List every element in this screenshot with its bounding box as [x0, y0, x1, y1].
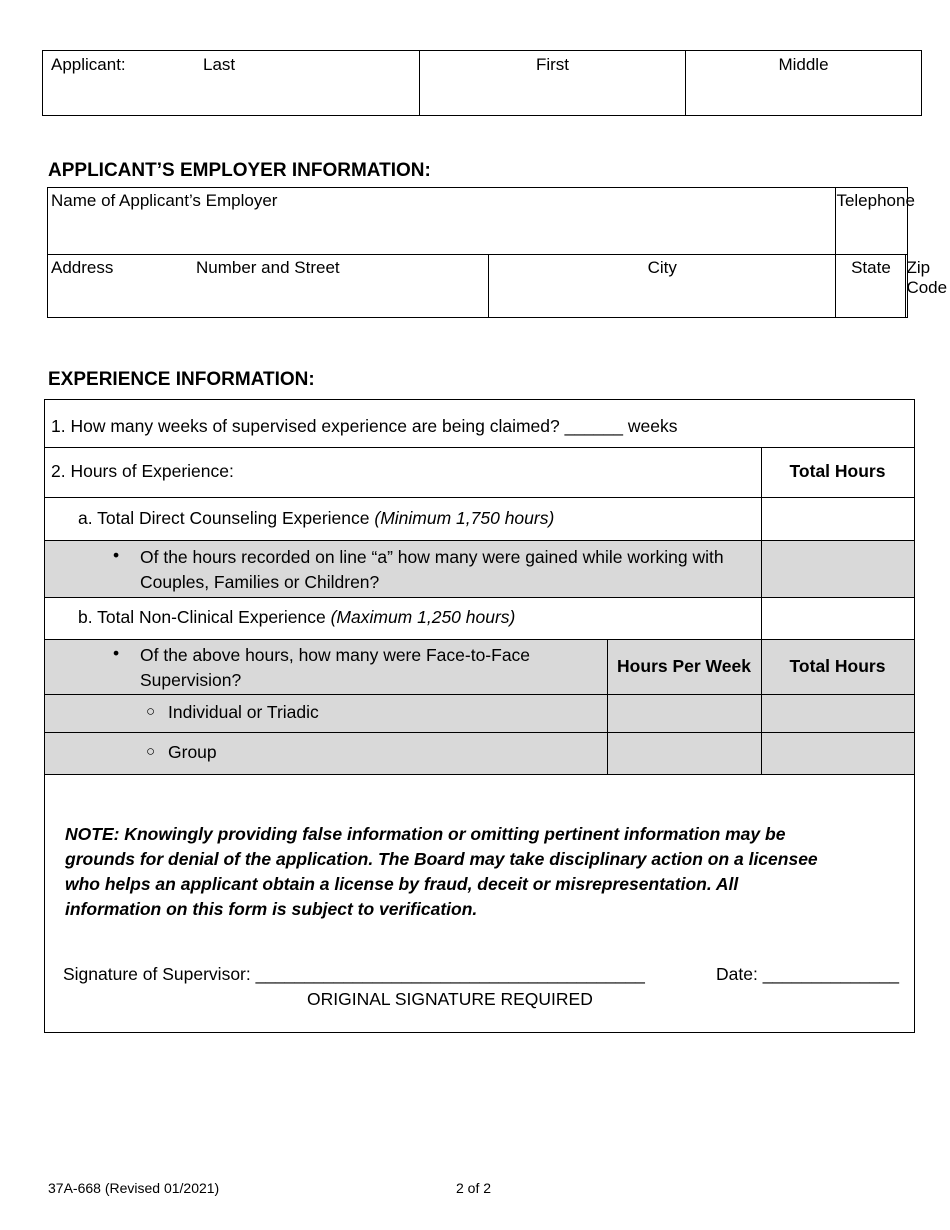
group-row: [45, 733, 914, 775]
disclaimer-note: NOTE: Knowingly providing false information or omitting pertinent information may be grounds for denial of the application. The Board may take disciplinary action on a licensee who helps an applicant obtain a license by fraud, deceit or misrepresentation. All information on this form is subject to verification.: [65, 824, 818, 919]
applicant-first-field[interactable]: [420, 51, 686, 116]
applicant-last-field[interactable]: [43, 51, 420, 116]
applicant-middle-field[interactable]: [686, 51, 922, 116]
street-label: Number and Street: [196, 258, 340, 277]
bullet-icon: •: [113, 545, 120, 565]
weeks-question: 1. How many weeks of supervised experience are being claimed? ______ weeks: [51, 416, 678, 436]
total-hours-header: Total Hours: [789, 461, 886, 481]
face-to-face-row: [45, 640, 914, 695]
individual-label: Individual or Triadic: [168, 702, 319, 722]
employer-name-field[interactable]: [48, 188, 836, 255]
direct-counseling-label: a. Total Direct Counseling Experience (Minimum 1,750 hours): [78, 508, 555, 528]
applicant-name-table: [42, 50, 922, 116]
middle-name-label: Middle: [778, 55, 829, 74]
direct-counseling-minimum: (Minimum 1,750 hours): [374, 508, 555, 528]
zip-label: Zip Code: [906, 258, 948, 297]
last-name-label: Last: [203, 55, 236, 74]
face-to-face-label: Of the above hours, how many were Face-to-Face Supervision?: [140, 645, 531, 690]
total-hours-header-2: Total Hours: [789, 656, 886, 676]
weeks-row: [45, 400, 914, 448]
group-total-input[interactable]: [762, 733, 914, 774]
individual-row: [45, 695, 914, 733]
couples-families-total-input[interactable]: [762, 541, 914, 597]
employer-name-label: Name of Applicant’s Employer: [51, 191, 278, 210]
employer-city-field[interactable]: [489, 255, 836, 318]
hours-per-week-header: Hours Per Week: [617, 656, 751, 676]
experience-box: [44, 399, 915, 1033]
bullet-icon: •: [113, 643, 120, 663]
non-clinical-label: b. Total Non-Clinical Experience (Maximum 1,250 hours): [78, 607, 516, 627]
supervisor-signature-field[interactable]: Signature of Supervisor: ________________________________________: [63, 964, 645, 984]
hours-question: 2. Hours of Experience:: [51, 461, 234, 481]
form-id: 37A-668 (Revised 01/2021): [48, 1180, 220, 1196]
individual-total-input[interactable]: [762, 695, 914, 732]
couples-families-label: Of the hours recorded on line “a” how many were gained while working with Couples, Families or Children?: [140, 547, 724, 592]
non-clinical-maximum: (Maximum 1,250 hours): [330, 607, 516, 627]
group-hours-per-week-input[interactable]: [608, 733, 761, 774]
page-number: 2 of 2: [456, 1180, 492, 1196]
circle-bullet-icon: ○: [146, 743, 156, 760]
date-field[interactable]: Date: ______________: [716, 964, 899, 984]
address-label: Address: [51, 258, 114, 277]
hours-header-row: [45, 448, 914, 498]
state-label: State: [851, 258, 891, 277]
circle-bullet-icon: ○: [146, 703, 156, 720]
employer-heading: APPLICANT’S EMPLOYER INFORMATION:: [48, 160, 431, 181]
employer-telephone-field[interactable]: [836, 188, 915, 255]
city-label: City: [647, 258, 677, 277]
non-clinical-row: [45, 598, 914, 640]
signature-required-note: ORIGINAL SIGNATURE REQUIRED: [307, 989, 593, 1009]
experience-heading: EXPERIENCE INFORMATION:: [48, 369, 315, 390]
direct-counseling-row: [45, 498, 914, 541]
direct-counseling-total-input[interactable]: [762, 498, 914, 540]
applicant-label: Applicant:: [51, 55, 126, 74]
group-label: Group: [168, 742, 217, 762]
non-clinical-total-input[interactable]: [762, 598, 914, 639]
first-name-label: First: [535, 55, 570, 74]
telephone-label: Telephone: [836, 191, 915, 210]
employer-street-field[interactable]: [48, 255, 489, 318]
individual-hours-per-week-input[interactable]: [608, 695, 761, 732]
couples-families-row: [45, 541, 914, 598]
employer-table: [47, 187, 948, 318]
employer-zip-field[interactable]: [906, 255, 948, 318]
